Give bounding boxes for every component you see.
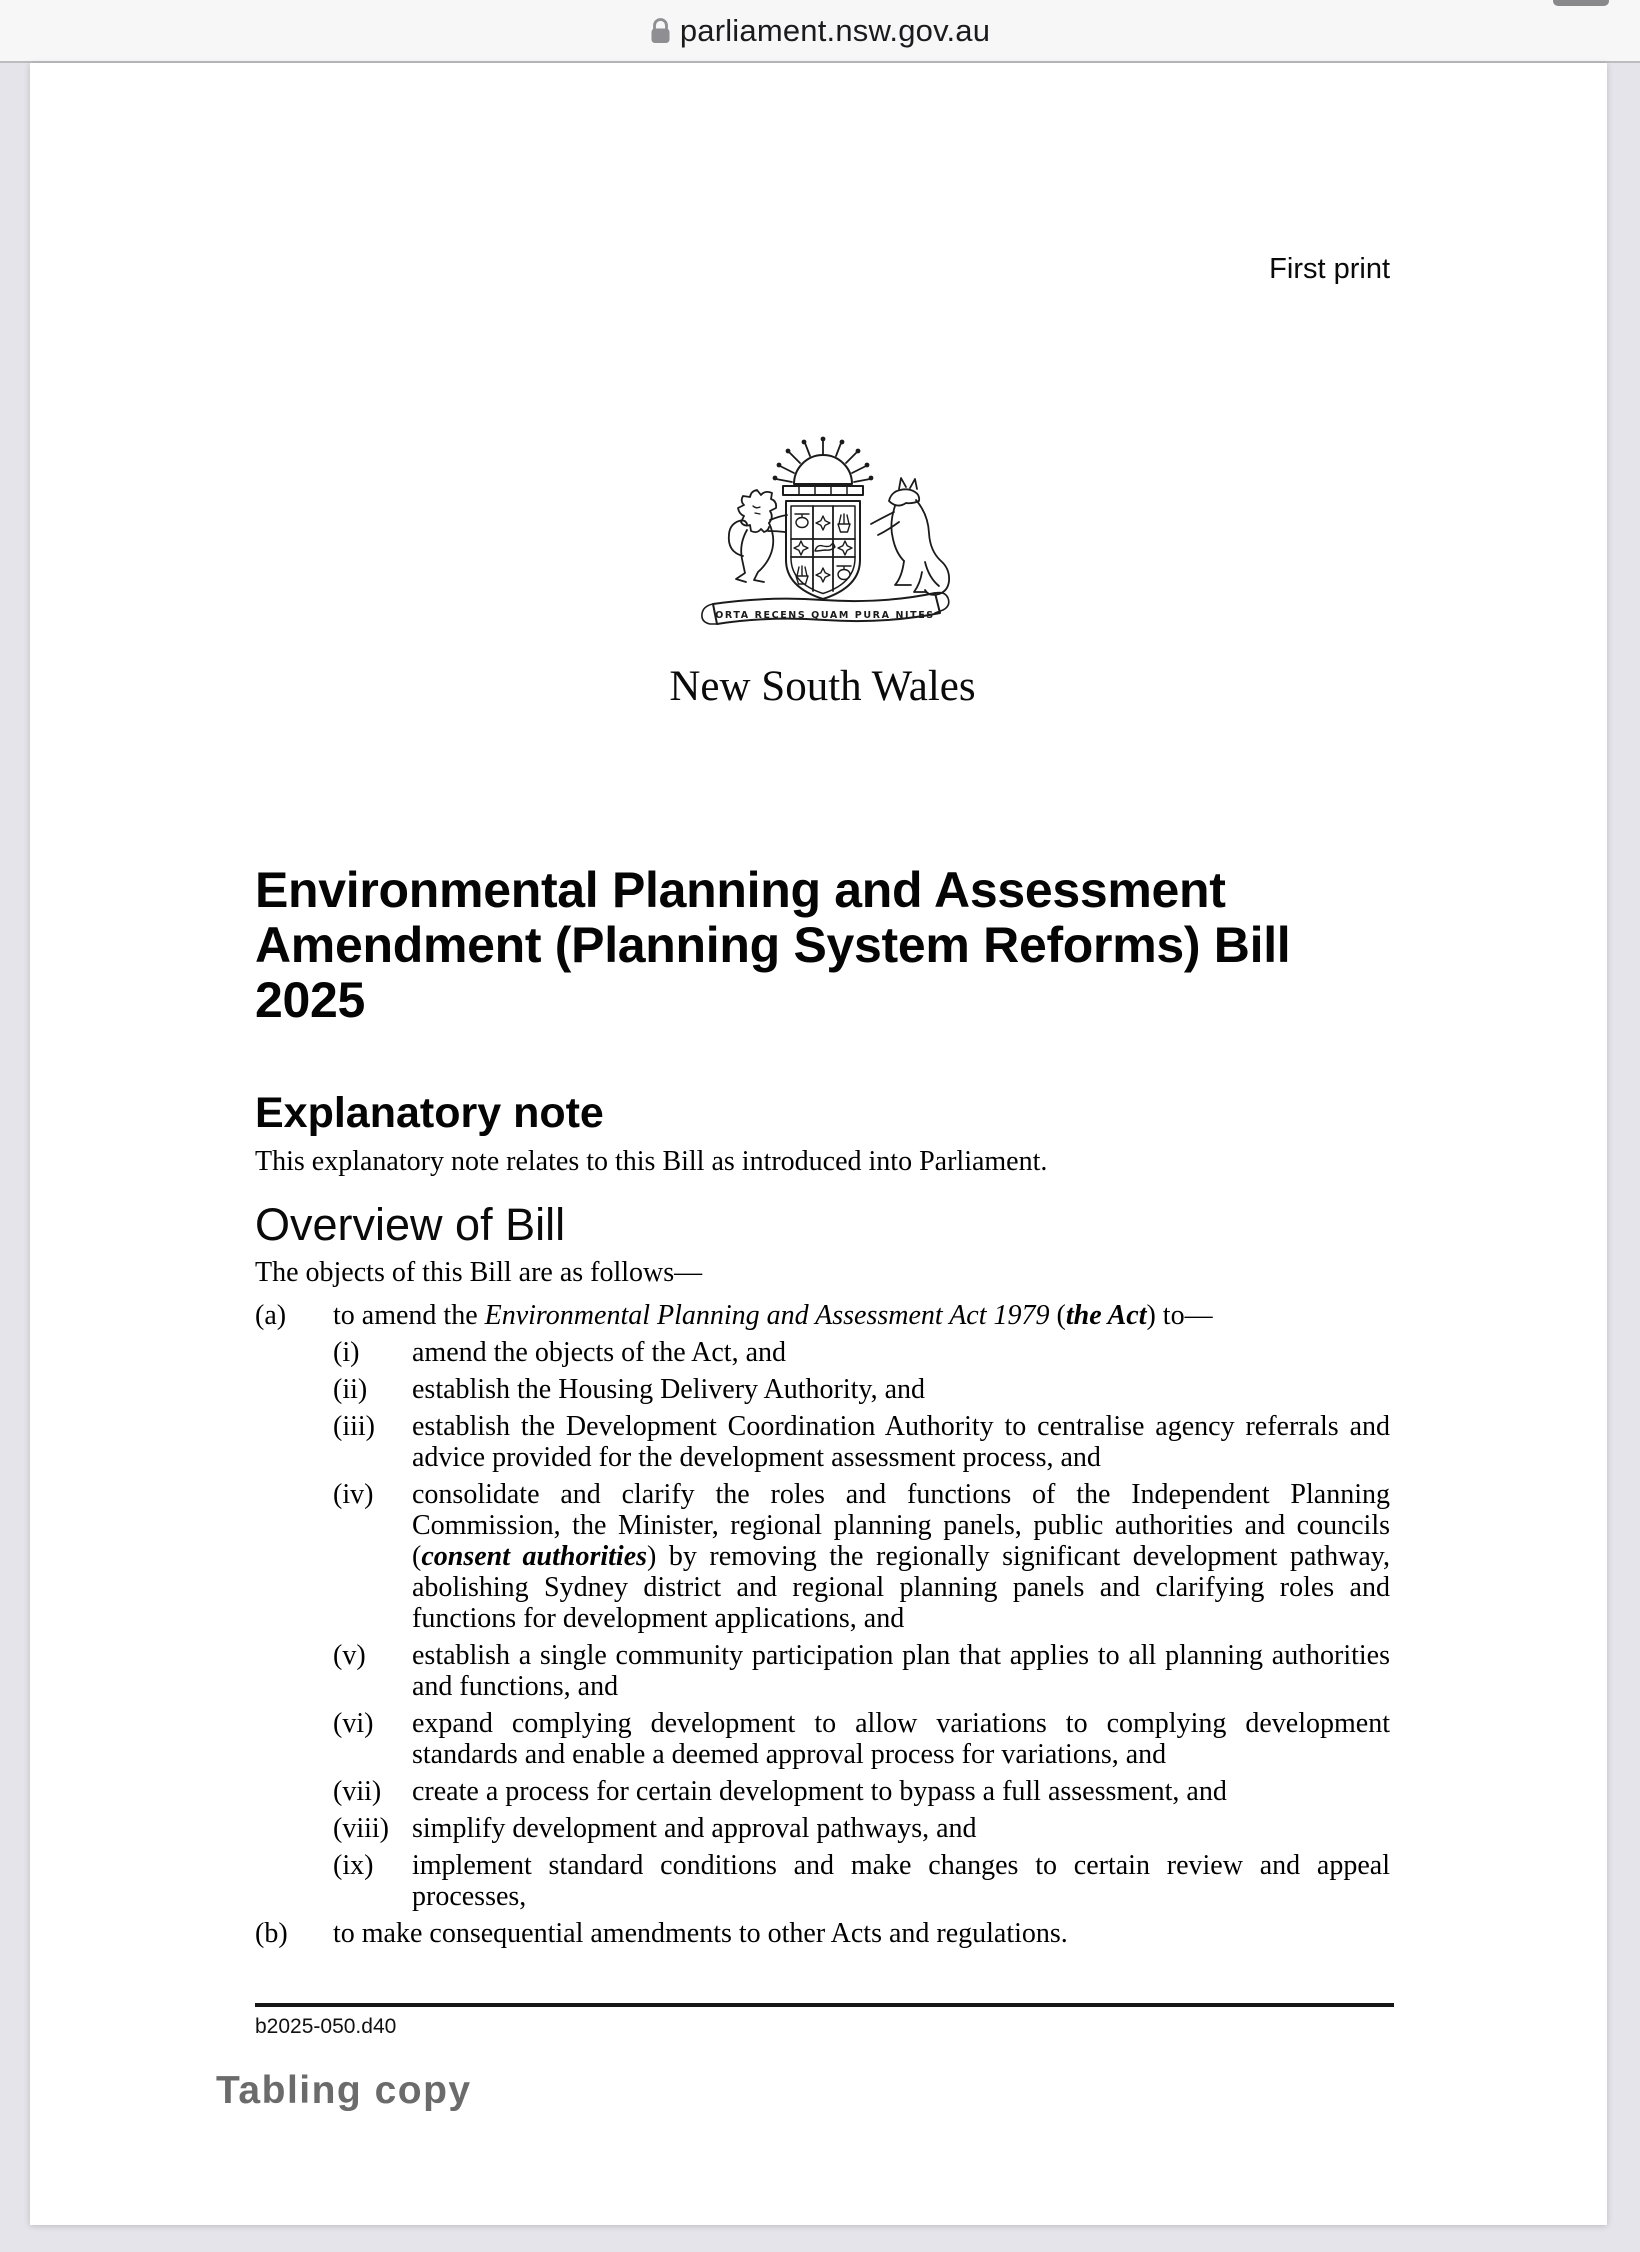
nsw-coat-of-arms (255, 434, 1390, 711)
list-item-text: consolidate and clarify the roles and functions of the Independent Planning Commission, the Minister, regional planning panels, public authorities and councils (consent authorities) by removing the regionally significant development pathway, abolishing Sydney district and regional planning panels and clarifying roles and functions for development applications, and (412, 1479, 1390, 1634)
lock-icon (650, 17, 671, 45)
tabling-copy-stamp: Tabling copy (216, 2069, 472, 2112)
explanatory-note-heading: Explanatory note (255, 1089, 604, 1137)
list-item-text: to amend the Environmental Planning and Assessment Act 1979 (the Act) to— (333, 1300, 1213, 1331)
list-item-label: (iv) (333, 1479, 374, 1510)
objects-list (255, 1300, 1390, 1949)
list-item-text: to make consequential amendments to other Acts and regulations. (333, 1918, 1068, 1949)
list-item-label: (vii) (333, 1776, 382, 1807)
browser-toolbar (0, 0, 1640, 63)
list-item-label: (ii) (333, 1374, 368, 1405)
list-item-text: amend the objects of the Act, and (412, 1337, 786, 1368)
motto-text: ORTA RECENS QUAM PURA NITES (714, 610, 935, 621)
overview-heading: Overview of Bill (255, 1199, 566, 1250)
list-item-label: (i) (333, 1337, 360, 1368)
list-item-text: create a process for certain development to bypass a full assessment, and (412, 1776, 1227, 1807)
kangaroo-icon (871, 478, 949, 595)
rising-sun-icon (772, 437, 873, 495)
explanatory-note-text: This explanatory note relates to this Bill as introduced into Parliament. (255, 1146, 1048, 1177)
bill-title-line-3: 2025 (255, 972, 366, 1028)
list-item-text: implement standard conditions and make changes to certain review and appeal processes, (412, 1850, 1390, 1912)
toolbar-button-fragment (1553, 0, 1609, 6)
list-item-text: establish the Housing Delivery Authority, and (412, 1374, 925, 1405)
lion-icon (728, 490, 786, 582)
list-item (255, 1918, 1390, 1949)
print-status-label: First print (1269, 253, 1390, 285)
address-url: parliament.nsw.gov.au (679, 12, 991, 48)
bill-title-line-1: Environmental Planning and Assessment (255, 862, 1226, 918)
list-item (333, 1337, 1390, 1368)
list-item-label: (vi) (333, 1708, 374, 1739)
bill-title-line-2: Amendment (Planning System Reforms) Bill (255, 917, 1291, 973)
list-item-text: simplify development and approval pathways, and (412, 1813, 977, 1844)
overview-intro: The objects of this Bill are as follows— (255, 1257, 703, 1288)
list-item-text: establish the Development Coordination Authority to centralise agency referrals and advice provided for the development assessment process, and (412, 1411, 1390, 1473)
list-item-text: establish a single community participation plan that applies to all planning authorities and functions, and (412, 1640, 1390, 1702)
list-item (333, 1813, 1390, 1844)
shield-icon (786, 501, 860, 599)
list-item (333, 1850, 1390, 1912)
list-item-label: (v) (333, 1640, 366, 1671)
list-item-label: (a) (255, 1300, 287, 1331)
document-page (30, 63, 1607, 2225)
list-item-label: (ix) (333, 1850, 374, 1881)
list-item (333, 1374, 1390, 1405)
bill-reference-number: b2025-050.d40 (255, 2015, 397, 2038)
list-item (333, 1708, 1390, 1770)
footer-rule (255, 2003, 1394, 2007)
list-item-label: (iii) (333, 1411, 375, 1442)
list-item (333, 1640, 1390, 1702)
browser-address-bar[interactable] (650, 13, 990, 49)
list-item-label: (viii) (333, 1813, 389, 1844)
list-item (255, 1300, 1390, 1331)
list-item-label: (b) (255, 1918, 288, 1949)
list-item-text: expand complying development to allow variations to complying development standards and enable a deemed approval process for variations, and (412, 1708, 1390, 1770)
state-name: New South Wales (669, 663, 976, 710)
list-item (333, 1479, 1390, 1634)
bill-title (255, 863, 1390, 1028)
list-item (333, 1411, 1390, 1473)
list-item (333, 1776, 1390, 1807)
